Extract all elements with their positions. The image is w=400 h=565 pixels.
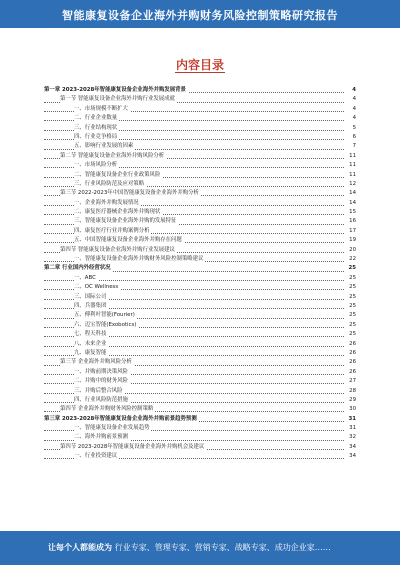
toc-entry[interactable]	[44, 227, 356, 236]
toc-entry-label: 一、市场风险分析	[74, 161, 119, 170]
toc-entry[interactable]	[44, 349, 356, 358]
toc-entry-label: 第四节 企业海外并购财务风险控制策略	[60, 405, 155, 414]
toc-entry-label: 二、海外并购前景预测	[74, 433, 130, 442]
toc-entry[interactable]	[44, 424, 356, 433]
toc-entry-label: 四、康复医疗行业并购案例分析	[74, 227, 151, 236]
toc-entry[interactable]	[44, 415, 356, 424]
toc-entry-label: 二、智能康复设备企业行业政策风险	[74, 171, 162, 180]
toc-entry[interactable]	[44, 199, 356, 208]
toc-entry-label: 五、傅利叶智能(Fourier)	[74, 311, 137, 320]
toc-entry-label: 四、兵器集团	[74, 302, 108, 311]
toc-entry[interactable]	[44, 452, 356, 461]
toc-heading-underline	[175, 72, 225, 73]
toc-entry-page: 26	[347, 349, 356, 358]
toc-entry[interactable]	[44, 283, 356, 292]
footer-slogan-lead: 让每个人都能成为	[48, 543, 112, 552]
toc-entry-page: 11	[347, 161, 356, 170]
toc-entry[interactable]	[44, 152, 356, 161]
toc-entry-label: 三、行业结构现状	[74, 124, 119, 133]
toc-entry[interactable]	[44, 133, 356, 142]
toc-entry[interactable]	[44, 264, 356, 273]
toc-entry[interactable]	[44, 321, 356, 330]
toc-entry-page: 26	[347, 358, 356, 367]
toc-entry-page: 6	[351, 133, 356, 142]
toc-entry-page: 31	[346, 415, 356, 424]
toc-entry[interactable]	[44, 208, 356, 217]
toc-entry-page: 28	[347, 387, 356, 396]
toc-entry[interactable]	[44, 330, 356, 339]
toc-entry-page: 15	[347, 208, 356, 217]
toc-entry-page: 25	[347, 321, 356, 330]
toc-entry-page: 11	[347, 171, 356, 180]
toc-entry[interactable]	[44, 255, 356, 264]
footer-banner	[0, 531, 400, 565]
toc-entry-label: 六、迈宝智能(Exobotics)	[74, 321, 138, 330]
toc-entry-page: 11	[347, 152, 356, 161]
toc-entry-label: 一、行业投资建议	[74, 452, 119, 461]
toc-entry-page: 4	[351, 105, 356, 114]
toc-entry-page: 25	[347, 330, 356, 339]
toc-entry-page: 25	[347, 302, 356, 311]
toc-entry-label: 八、未来企业	[74, 340, 108, 349]
toc-entry[interactable]	[44, 302, 356, 311]
toc-entry-label: 一、智能康复设备企业海外并购财务风险控制策略建议	[74, 255, 205, 264]
toc-entry-page: 25	[347, 283, 356, 292]
toc-entry-page: 5	[351, 124, 356, 133]
toc-entry[interactable]	[44, 246, 356, 255]
toc-entry-page: 27	[347, 377, 356, 386]
toc-entry-page: 4	[351, 95, 356, 104]
toc-entry-label: 第三节 2022-2023年中国智能康复设备企业海外并购分析	[60, 189, 201, 198]
toc-entry-label: 三、并购后整合风险	[74, 387, 125, 396]
toc-entry-page: 32	[347, 433, 356, 442]
toc-entry[interactable]	[44, 142, 356, 151]
toc-entry-label: 一、市场规模不断扩大	[74, 105, 130, 114]
toc-entry-label: 七、程天科技	[74, 330, 108, 339]
toc-entry-label: 一、并购前期决策风险	[74, 368, 130, 377]
toc-entry[interactable]	[44, 161, 356, 170]
toc-entry-page: 7	[351, 142, 356, 151]
toc-entry-page: 14	[347, 189, 356, 198]
toc-entry-page: 25	[347, 311, 356, 320]
toc-entry-page: 17	[347, 227, 356, 236]
toc-entry[interactable]	[44, 124, 356, 133]
toc-entry-label: 第四节 智能康复设备企业海外并购行业发展建议	[60, 246, 177, 255]
toc-entry[interactable]	[44, 443, 356, 452]
toc-entry-label: 第一节 智能康复设备企业海外并购行业发展成就	[60, 95, 177, 104]
toc-entry-page: 16	[347, 217, 356, 226]
toc-entry-label: 第四节 2023-2028年智能康复设备企业海外并购机会及建议	[60, 443, 206, 452]
table-of-contents	[44, 86, 356, 462]
toc-entry[interactable]	[44, 368, 356, 377]
toc-entry-page: 30	[347, 405, 356, 414]
toc-entry[interactable]	[44, 405, 356, 414]
toc-entry[interactable]	[44, 377, 356, 386]
toc-entry[interactable]	[44, 86, 356, 95]
toc-entry-label: 二、并购中的财务风险	[74, 377, 130, 386]
toc-heading: 内容目录	[175, 58, 224, 72]
toc-entry-page: 12	[347, 180, 356, 189]
toc-entry-label: 四、行业竞争格局	[74, 133, 119, 142]
toc-entry-page: 31	[347, 424, 356, 433]
toc-entry-label: 第二章 行业国内外经营状况	[44, 264, 113, 273]
footer-slogan	[48, 542, 368, 553]
toc-entry-label: 五、中国智能康复设备企业海外并购存在问题	[74, 236, 184, 245]
toc-entry-page: 34	[347, 443, 356, 452]
toc-entry[interactable]	[44, 274, 356, 283]
toc-entry-page: 25	[347, 274, 356, 283]
toc-entry-label: 第三章 2023-2028年智能康复设备企业海外并购前景趋势预测	[44, 415, 199, 424]
toc-entry-page: 22	[347, 255, 356, 264]
toc-entry[interactable]	[44, 387, 356, 396]
toc-entry-label: 二、OC Wellness	[74, 283, 120, 292]
toc-entry-page: 25	[347, 293, 356, 302]
toc-entry-label: 第三节 企业海外并购风险分析	[60, 358, 134, 367]
toc-entry[interactable]	[44, 171, 356, 180]
toc-entry[interactable]	[44, 114, 356, 123]
toc-entry-label: 五、影响行业发展的因素	[74, 142, 135, 151]
toc-entry[interactable]	[44, 189, 356, 198]
toc-entry-label: 三、国际公司	[74, 293, 108, 302]
report-title: 智能康复设备企业海外并购财务风险控制策略研究报告	[62, 9, 338, 22]
toc-entry-page: 4	[351, 114, 356, 123]
toc-entry-page: 14	[347, 199, 356, 208]
toc-entry-page: 20	[347, 246, 356, 255]
toc-entry[interactable]	[44, 105, 356, 114]
toc-entry-page: 25	[346, 264, 356, 273]
report-header	[0, 0, 400, 28]
toc-entry[interactable]	[44, 396, 356, 405]
toc-entry[interactable]	[44, 217, 356, 226]
toc-entry-label: 九、康复智能	[74, 349, 108, 358]
toc-entry-label: 一、ABC	[74, 274, 98, 283]
toc-entry[interactable]	[44, 236, 356, 245]
toc-entry-page: 26	[347, 340, 356, 349]
toc-entry[interactable]	[44, 311, 356, 320]
toc-entry-page: 19	[347, 236, 356, 245]
toc-entry-label: 第二节 智能康复设备企业海外并购风险分析	[60, 152, 166, 161]
toc-entry-page: 34	[347, 452, 356, 461]
toc-entry[interactable]	[44, 293, 356, 302]
toc-entry[interactable]	[44, 340, 356, 349]
toc-entry-label: 二、行业企业数量	[74, 114, 119, 123]
toc-entry-label: 一、智能康复设备企业发展趋势	[74, 424, 151, 433]
toc-entry-page: 4	[350, 86, 356, 95]
toc-entry[interactable]	[44, 358, 356, 367]
toc-entry-label: 第一章 2023-2028年智能康复设备企业海外并购发展背景	[44, 86, 188, 95]
toc-entry[interactable]	[44, 433, 356, 442]
toc-entry-page: 26	[347, 368, 356, 377]
toc-entry-label: 四、行业风险防范措施	[74, 396, 130, 405]
toc-entry[interactable]	[44, 180, 356, 189]
toc-entry-label: 二、康复医疗器械企业海外并购现状	[74, 208, 162, 217]
toc-entry-label: 三、行业风险防范及应对策略	[74, 180, 146, 189]
toc-entry-page: 29	[347, 396, 356, 405]
toc-entry-label: 三、智能康复设备企业海外并购的发展特征	[74, 217, 178, 226]
footer-slogan-roles: 行业专家、管理专家、营销专家、战略专家、成功企业家……	[114, 543, 331, 552]
toc-entry[interactable]	[44, 95, 356, 104]
toc-entry-label: 一、企业海外并购发展情况	[74, 199, 141, 208]
